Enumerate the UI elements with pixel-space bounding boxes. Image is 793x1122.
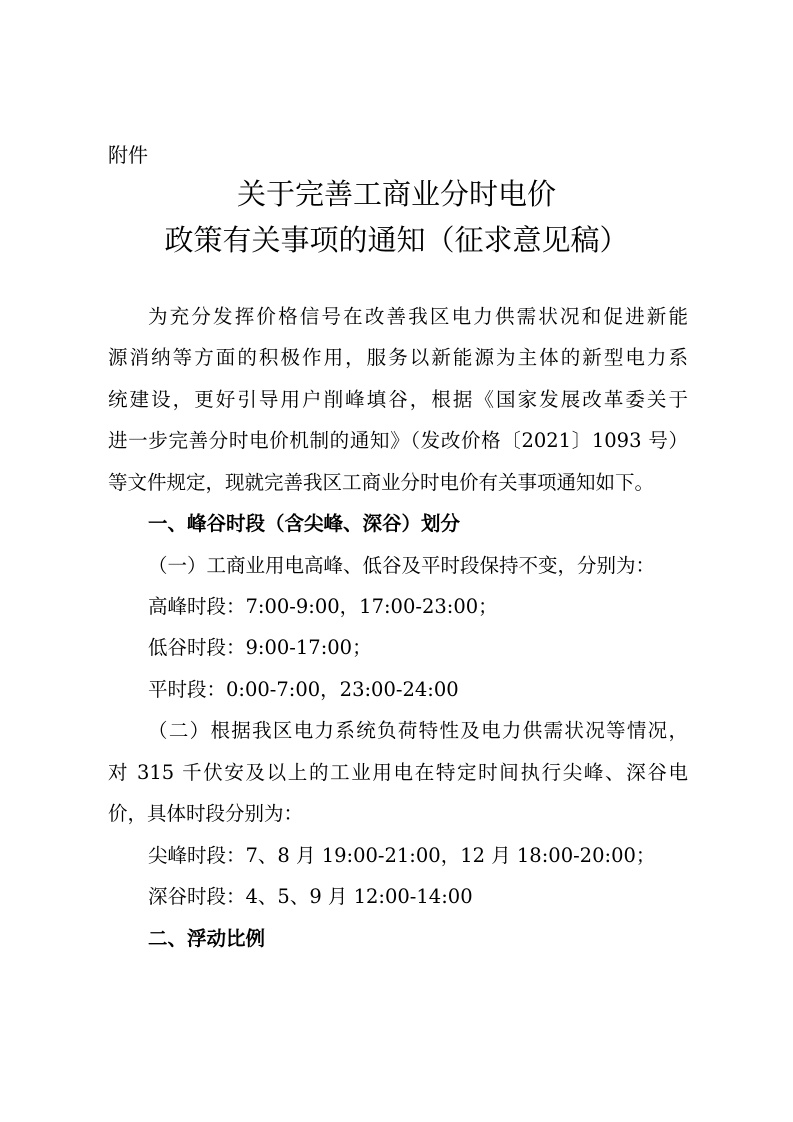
intro-line-3: 统建设，更好引导用户削峰填谷，根据《国家发展改革委关于 <box>108 388 688 411</box>
valley-period: 低谷时段：9:00-17:00； <box>148 636 372 659</box>
intro-line-1: 为充分发挥价格信号在改善我区电力供需状况和促进新能 <box>148 305 688 328</box>
section-1-item-2-line-2: 对 315 千伏安及以上的工业用电在特定时间执行尖峰、深谷电 <box>108 761 688 784</box>
intro-line-5: 等文件规定，现就完善我区工商业分时电价有关事项通知如下。 <box>108 471 655 494</box>
peak-period: 高峰时段：7:00-9:00，17:00-23:00； <box>148 595 498 618</box>
section-2-heading: 二、浮动比例 <box>148 927 266 950</box>
intro-line-4: 进一步完善分时电价机制的通知》（发改价格〔2021〕1093 号） <box>108 429 688 452</box>
attachment-label: 附件 <box>108 143 148 167</box>
sharp-peak-period: 尖峰时段：7、8 月 19:00-21:00，12 月 18:00-20:00； <box>148 844 656 867</box>
section-1-item-2-line-1: （二）根据我区电力系统负荷特性及电力供需状况等情况， <box>148 719 688 742</box>
flat-period: 平时段：0:00-7:00，23:00-24:00 <box>148 678 459 701</box>
title-line-2: 政策有关事项的通知（征求意见稿） <box>164 223 629 257</box>
deep-valley-period: 深谷时段：4、5、9 月 12:00-14:00 <box>148 885 473 908</box>
title-line-1: 关于完善工商业分时电价 <box>236 177 556 211</box>
section-1-item-1: （一）工商业用电高峰、低谷及平时段保持不变，分别为： <box>148 554 656 577</box>
section-1-heading: 一、峰谷时段（含尖峰、深谷）划分 <box>148 512 461 535</box>
intro-line-2: 源消纳等方面的积极作用，服务以新能源为主体的新型电力系 <box>108 346 688 369</box>
section-1-item-2-line-3: 价，具体时段分别为： <box>108 802 304 825</box>
